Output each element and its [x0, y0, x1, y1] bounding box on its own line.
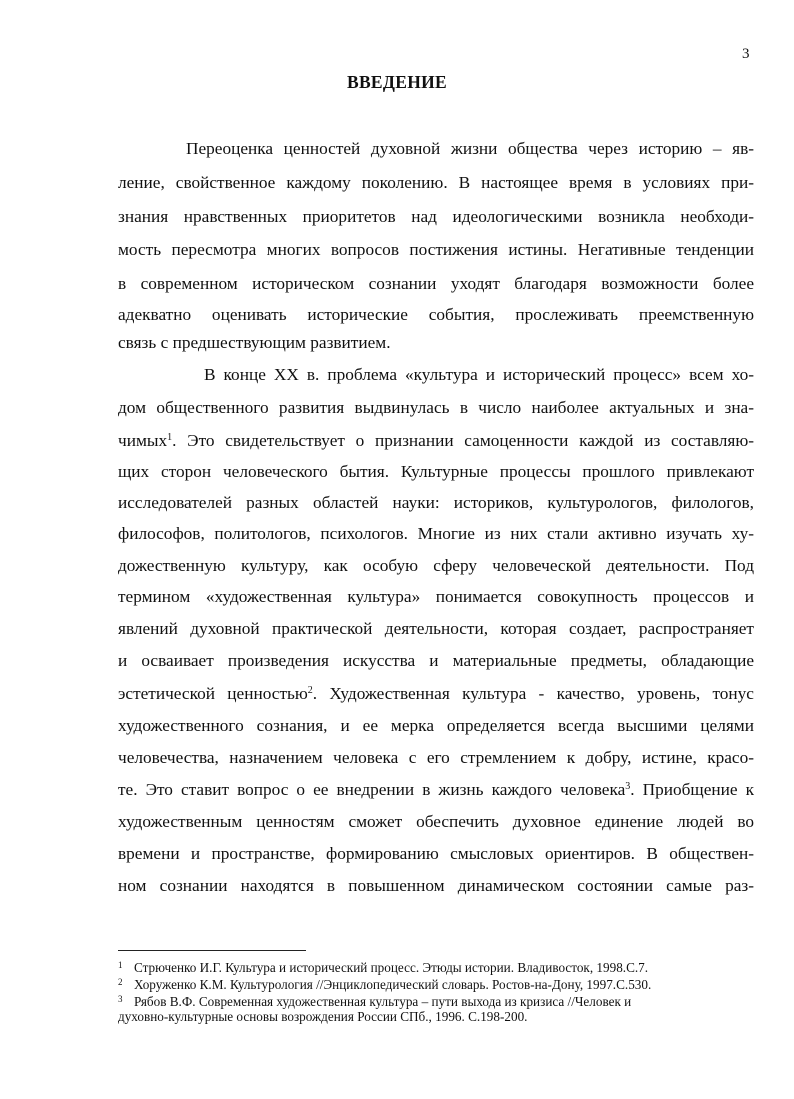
- footnote-text: Рябов В.Ф. Современная художественная культура – пути выхода из кризиса //Человек и: [134, 994, 632, 1009]
- body-line: связь с предшествующим развитием.: [118, 333, 391, 352]
- body-text: . Художественная культура - качество, уровень, тонус: [312, 684, 754, 703]
- body-line: знания нравственных приоритетов над идеологическими возникла необходи-: [118, 207, 754, 226]
- footnote-text: Хоруженко К.М. Культурология //Энциклопедический словарь. Ростов-на-Дону, 1997.С.530.: [134, 977, 652, 992]
- page-number: 3: [742, 46, 750, 62]
- body-line: художественным ценностям сможет обеспечить духовное единение людей во: [118, 812, 754, 831]
- body-line: явлений духовной практической деятельности, которая создает, распространяет: [118, 619, 754, 638]
- body-line: Переоценка ценностей духовной жизни общества через историю – яв-: [186, 139, 754, 158]
- body-text: эстетической ценностью: [118, 684, 308, 703]
- footnote-mark: 1: [118, 960, 123, 970]
- body-text: . Это свидетельствует о признании самоценности каждой из составляю-: [172, 431, 754, 450]
- footnote-mark: 3: [118, 994, 123, 1004]
- body-text: чимых: [118, 431, 168, 450]
- body-line: дожественную культуру, как особую сферу человеческой деятельности. Под: [118, 556, 754, 575]
- footnote-text: Стрюченко И.Г. Культура и исторический процесс. Этюды истории. Владивосток, 1998.С.7.: [134, 960, 649, 975]
- body-line: времени и пространстве, формированию смысловых ориентиров. В обществен-: [118, 844, 754, 863]
- body-line: и осваивает произведения искусства и материальные предметы, обладающие: [118, 651, 754, 670]
- body-line: [118, 780, 754, 802]
- body-line: адекватно оценивать исторические события, прослеживать преемственную: [118, 305, 754, 324]
- body-line: [118, 684, 754, 706]
- section-title: ВВЕДЕНИЕ: [346, 72, 448, 92]
- footnote-3-continuation: духовно-культурные основы возрождения России СПб., 1996. С.198-200.: [118, 1009, 528, 1024]
- footnote-ref[interactable]: 2: [307, 685, 313, 696]
- body-line: [118, 431, 754, 453]
- body-line: исследователей разных областей науки: историков, культурологов, филологов,: [118, 493, 754, 512]
- body-text: те. Это ставит вопрос о ее внедрении в жизнь каждого человека: [118, 780, 626, 799]
- body-line: ление, свойственное каждому поколению. В настоящее время в условиях при-: [118, 173, 754, 192]
- footnote-mark: 2: [118, 977, 123, 987]
- body-line: В конце XX в. проблема «культура и исторический процесс» всем хо-: [204, 365, 754, 384]
- body-line: мость пересмотра многих вопросов постижения истины. Негативные тенденции: [118, 240, 754, 259]
- body-line: философов, политологов, психологов. Многие из них стали активно изучать ху-: [118, 524, 754, 543]
- footnote-3: [118, 992, 738, 1009]
- body-line: ном сознании находятся в повышенном динамическом состоянии самые раз-: [118, 876, 754, 895]
- body-line: дом общественного развития выдвинулась в число наиболее актуальных и зна-: [118, 398, 754, 417]
- body-line: термином «художественная культура» понимается совокупность процессов и: [118, 587, 754, 606]
- footnote-ref[interactable]: 3: [625, 781, 631, 792]
- body-line: художественного сознания, и ее мерка определяется всегда высшими целями: [118, 716, 754, 735]
- footnote-separator: [118, 950, 306, 951]
- body-text: . Приобщение к: [630, 780, 754, 799]
- body-line: щих сторон человеческого бытия. Культурные процессы прошлого привлекают: [118, 462, 754, 481]
- body-line: в современном историческом сознании уходят благодаря возможности более: [118, 274, 754, 293]
- footnote-ref[interactable]: 1: [167, 432, 173, 443]
- footnote-1: [118, 958, 738, 975]
- footnote-2: [118, 975, 738, 992]
- body-line: человечества, назначением человека с его стремлением к добру, истине, красо-: [118, 748, 754, 767]
